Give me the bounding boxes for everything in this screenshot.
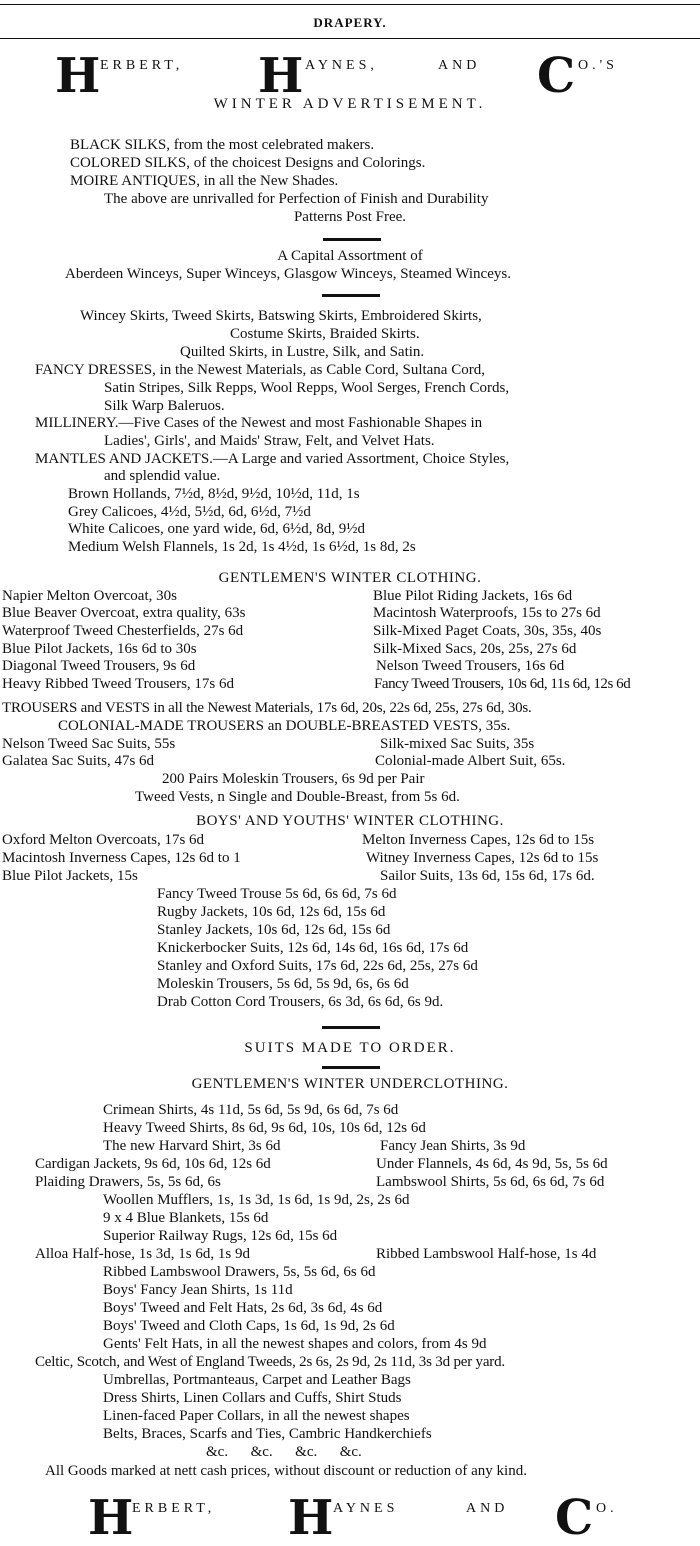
under-item: Boys' Fancy Jean Shirts, 1s 11d: [103, 1282, 293, 1298]
gents-title: GENTLEMEN'S WINTER CLOTHING.: [218, 570, 482, 586]
nett-line: All Goods marked at nett cash prices, without discount or reduction of any kind.: [45, 1463, 527, 1479]
under-item: Crimean Shirts, 4s 11d, 5s 6d, 5s 9d, 6s 6d, 7s 6d: [103, 1102, 399, 1118]
skirts-line: Costume Skirts, Braided Skirts.: [230, 326, 420, 342]
suits-right-item: Silk-mixed Sac Suits, 35s: [380, 736, 535, 752]
boys-right-item: Melton Inverness Capes, 12s 6d to 15s: [362, 832, 595, 848]
fancy-line: Medium Welsh Flannels, 1s 2d, 1s 4½d, 1s 6½d, 1s 8d, 2s: [68, 539, 416, 555]
boys-right-item: Witney Inverness Capes, 12s 6d to 15s: [366, 850, 599, 866]
fancy-line: FANCY DRESSES, in the Newest Materials, as Cable Cord, Sultana Cord,: [35, 362, 485, 378]
section-heading: DRAPERY.: [313, 15, 387, 30]
divider: [322, 1066, 380, 1069]
under-item: Ribbed Lambswool Drawers, 5s, 5s 6d, 6s 6d: [103, 1264, 376, 1280]
fancy-line: and splendid value.: [104, 468, 221, 484]
fancy-line: Satin Stripes, Silk Repps, Wool Repps, Wool Serges, French Cords,: [104, 380, 510, 396]
gents-right-item: Silk-Mixed Paget Coats, 30s, 35s, 40s: [373, 623, 602, 639]
boys-left-item: Blue Pilot Jackets, 15s: [2, 868, 138, 884]
suits-left-item: Galatea Sac Suits, 47s 6d: [2, 753, 155, 769]
under-item: Plaiding Drawers, 5s, 5s 6d, 6s: [35, 1174, 221, 1190]
gents-right-item: Macintosh Waterproofs, 15s to 27s 6d: [373, 605, 601, 621]
under-item: Woollen Mufflers, 1s, 1s 3d, 1s 6d, 1s 9d, 2s, 2s 6d: [103, 1192, 410, 1208]
boys-title: BOYS' AND YOUTHS' WINTER CLOTHING.: [196, 813, 504, 829]
fancy-line: MANTLES AND JACKETS.—A Large and varied Assortment, Choice Styles,: [35, 451, 510, 467]
boys-left-item: Oxford Melton Overcoats, 17s 6d: [2, 832, 205, 848]
made-to-order: SUITS MADE TO ORDER.: [244, 1040, 456, 1056]
under-item: Boys' Tweed and Felt Hats, 2s 6d, 3s 6d, 4s 6d: [103, 1300, 383, 1316]
silks-line: COLORED SILKS, of the choicest Designs and Colorings.: [70, 155, 426, 171]
under-item: Under Flannels, 4s 6d, 4s 9d, 5s, 5s 6d: [376, 1156, 608, 1172]
under-item: Dress Shirts, Linen Collars and Cuffs, Shirt Studs: [103, 1390, 402, 1406]
fancy-line: Silk Warp Baleruos.: [104, 398, 225, 414]
suits-right-item: Colonial-made Albert Suit, 65s.: [375, 753, 566, 769]
boys-left-item: Macintosh Inverness Capes, 12s 6d to 1: [2, 850, 241, 866]
gents-left-item: Napier Melton Overcoat, 30s: [2, 588, 177, 604]
skirts-line: Wincey Skirts, Tweed Skirts, Batswing Skirts, Embroidered Skirts,: [80, 308, 482, 324]
firm-word-haynes: AYNES: [333, 1501, 399, 1516]
firm-initial-h2: H: [288, 1490, 334, 1546]
gents-right-item: Silk-Mixed Sacs, 20s, 25s, 27s 6d: [373, 641, 577, 657]
under-title: GENTLEMEN'S WINTER UNDERCLOTHING.: [191, 1076, 509, 1092]
under-item: Heavy Tweed Shirts, 8s 6d, 9s 6d, 10s, 10s 6d, 12s 6d: [103, 1120, 426, 1136]
silks-line: MOIRE ANTIQUES, in all the New Shades.: [70, 173, 339, 189]
boys-list-item: Knickerbocker Suits, 12s 6d, 14s 6d, 16s 6d, 17s 6d: [157, 940, 469, 956]
gents-right-item: Fancy Tweed Trousers, 10s 6d, 11s 6d, 12s 6d: [374, 676, 631, 692]
firm-initial-h1: H: [88, 1490, 134, 1546]
divider: [322, 294, 380, 297]
firm-initial-h2: H: [258, 48, 304, 104]
fancy-line: Grey Calicoes, 4½d, 5½d, 6d, 6½d, 7½d: [68, 504, 311, 520]
gents-left-item: Waterproof Tweed Chesterfields, 27s 6d: [2, 623, 244, 639]
firm-word-and: AND: [438, 58, 481, 73]
fancy-line: White Calicoes, one yard wide, 6d, 6½d, 8d, 9½d: [68, 521, 366, 537]
silks-line: The above are unrivalled for Perfection of Finish and Durability: [104, 191, 489, 207]
firm-word-and: AND: [466, 1501, 509, 1516]
firm-word-herbert: ERBERT,: [132, 1501, 216, 1516]
firm-initial-c: C: [537, 48, 576, 104]
divider: [323, 238, 381, 241]
gents-left-item: Diagonal Tweed Trousers, 9s 6d: [2, 658, 196, 674]
boys-list-item: Rugby Jackets, 10s 6d, 12s 6d, 15s 6d: [157, 904, 386, 920]
gents-right-item: Blue Pilot Riding Jackets, 16s 6d: [373, 588, 573, 604]
celtic-line: Celtic, Scotch, and West of England Tweeds, 2s 6s, 2s 9d, 2s 11d, 3s 3d per yard.: [35, 1354, 505, 1370]
firm-word-haynes: AYNES,: [305, 58, 378, 73]
skirts-line: Quilted Skirts, in Lustre, Silk, and Satin.: [180, 344, 425, 360]
gents-left-item: Heavy Ribbed Tweed Trousers, 17s 6d: [2, 676, 234, 692]
under-item: Superior Railway Rugs, 12s 6d, 15s 6d: [103, 1228, 338, 1244]
winceys-line: A Capital Assortment of: [277, 248, 423, 264]
firm-initial-h1: H: [55, 48, 101, 104]
boys-right-item: Sailor Suits, 13s 6d, 15s 6d, 17s 6d.: [380, 868, 595, 884]
trousers-vests-line: TROUSERS and VESTS in all the Newest Materials, 17s 6d, 20s, 22s 6d, 25s, 27s 6d, 30s.: [2, 700, 532, 716]
boys-list-item: Stanley Jackets, 10s 6d, 12s 6d, 15s 6d: [157, 922, 391, 938]
firm-word-co: O.'S: [578, 58, 618, 73]
top-rule: [0, 4, 700, 5]
etc-line: &c. &c. &c. &c.: [206, 1444, 362, 1460]
fancy-line: Ladies', Girls', and Maids' Straw, Felt, and Velvet Hats.: [104, 433, 435, 449]
winceys-line: Aberdeen Winceys, Super Winceys, Glasgow Winceys, Steamed Winceys.: [65, 266, 511, 282]
moleskin-line: 200 Pairs Moleskin Trousers, 6s 9d per Pair: [162, 771, 425, 787]
firm-initial-c: C: [555, 1490, 594, 1546]
under-item: Belts, Braces, Scarfs and Ties, Cambric Handkerchiefs: [103, 1426, 432, 1442]
under-item: Cardigan Jackets, 9s 6d, 10s 6d, 12s 6d: [35, 1156, 271, 1172]
colonial-line: COLONIAL-MADE TROUSERS an DOUBLE-BREASTED VESTS, 35s.: [58, 718, 511, 734]
under-item: Fancy Jean Shirts, 3s 9d: [380, 1138, 526, 1154]
boys-list-item: Moleskin Trousers, 5s 6d, 5s 9d, 6s, 6s 6d: [157, 976, 409, 992]
divider: [322, 1026, 380, 1029]
gents-left-item: Blue Beaver Overcoat, extra quality, 63s: [2, 605, 246, 621]
silks-line: BLACK SILKS, from the most celebrated makers.: [70, 137, 375, 153]
header-rule: [0, 38, 700, 39]
fancy-line: MILLINERY.—Five Cases of the Newest and most Fashionable Shapes in: [35, 415, 483, 431]
suits-left-item: Nelson Tweed Sac Suits, 55s: [2, 736, 176, 752]
gents-left-item: Blue Pilot Jackets, 16s 6d to 30s: [2, 641, 197, 657]
under-item: 9 x 4 Blue Blankets, 15s 6d: [103, 1210, 269, 1226]
under-item: Linen-faced Paper Collars, in all the newest shapes: [103, 1408, 410, 1424]
fancy-line: Brown Hollands, 7½d, 8½d, 9½d, 10½d, 11d, 1s: [68, 486, 360, 502]
firm-word-herbert: ERBERT,: [100, 58, 184, 73]
boys-list-item: Fancy Tweed Trouse 5s 6d, 6s 6d, 7s 6d: [157, 886, 397, 902]
moleskin-line: Tweed Vests, n Single and Double-Breast, from 5s 6d.: [135, 789, 460, 805]
boys-list-item: Stanley and Oxford Suits, 17s 6d, 22s 6d, 25s, 27s 6d: [157, 958, 478, 974]
silks-line: Patterns Post Free.: [293, 209, 407, 225]
under-item: Lambswool Shirts, 5s 6d, 6s 6d, 7s 6d: [376, 1174, 605, 1190]
boys-list-item: Drab Cotton Cord Trousers, 6s 3d, 6s 6d, 6s 9d.: [157, 994, 444, 1010]
firm-word-co: O.: [596, 1501, 618, 1516]
under-item: Umbrellas, Portmanteaus, Carpet and Leather Bags: [103, 1372, 411, 1388]
under-item: Alloa Half-hose, 1s 3d, 1s 6d, 1s 9d: [35, 1246, 250, 1262]
subtitle: WINTER ADVERTISEMENT.: [213, 96, 487, 112]
under-item: The new Harvard Shirt, 3s 6d: [103, 1138, 281, 1154]
under-item: Ribbed Lambswool Half-hose, 1s 4d: [376, 1246, 597, 1262]
under-item: Boys' Tweed and Cloth Caps, 1s 6d, 1s 9d, 2s 6d: [103, 1318, 395, 1334]
gents-right-item: Nelson Tweed Trousers, 16s 6d: [376, 658, 565, 674]
under-item: Gents' Felt Hats, in all the newest shapes and colors, from 4s 9d: [103, 1336, 487, 1352]
